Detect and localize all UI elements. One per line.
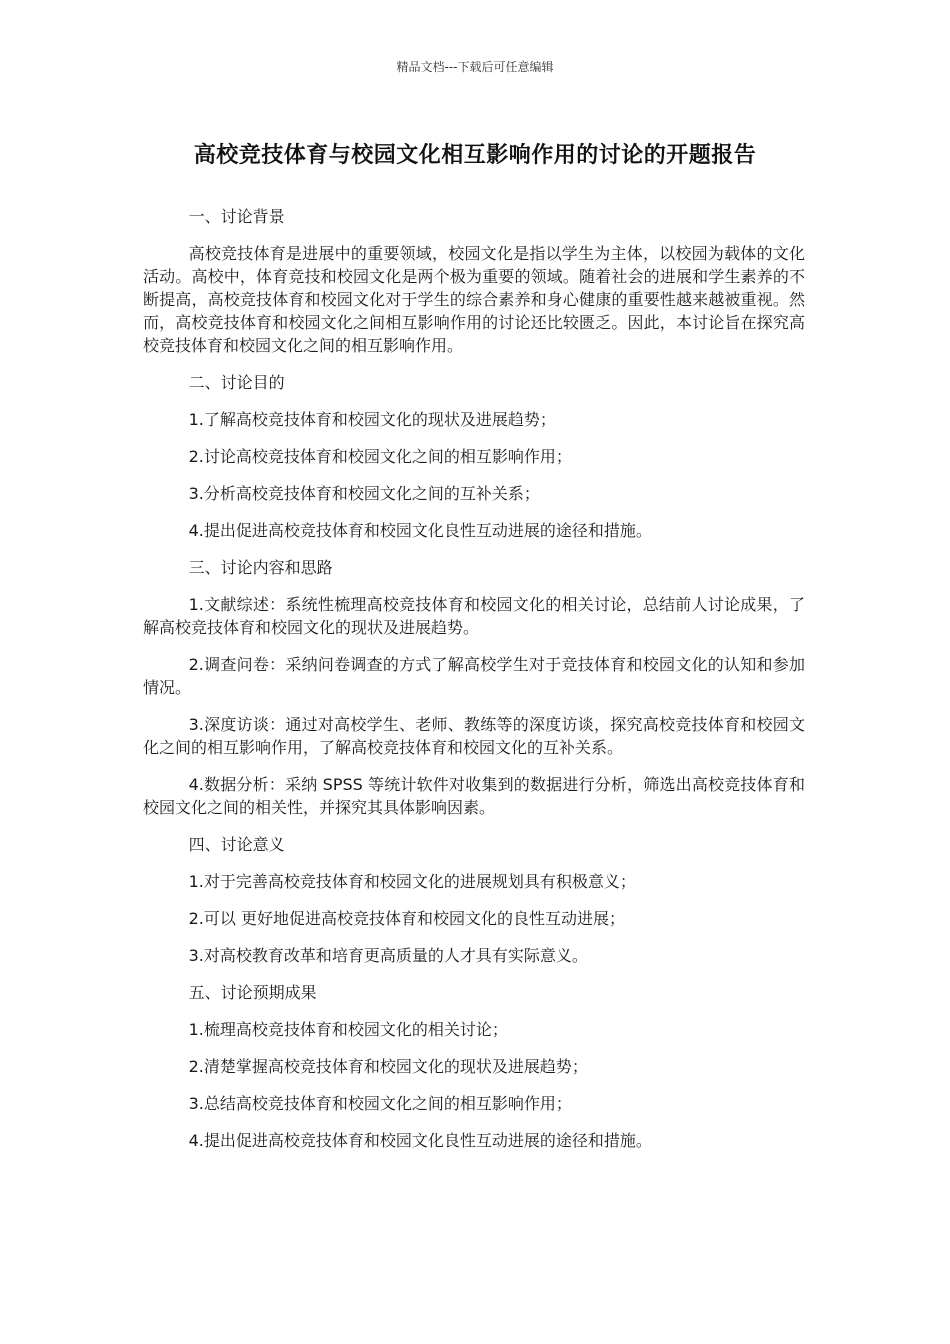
section-heading-significance: 四、讨论意义 [188,835,285,854]
header-note: 精品文档---下载后可任意编辑 [396,60,554,74]
list-item-significance-1: 1.对于完善高校竞技体育和校园文化的进展规划具有积极意义； [188,872,636,891]
list-item-content-4: 4.数据分析：采纳 SPSS 等统计软件对收集到的数据进行分析，筛选出高校竞技体育和校园文化之间的相关性，并探究其具体影响因素。 [143,775,805,817]
list-item-content-1: 1.文献综述：系统性梳理高校竞技体育和校园文化的相关讨论，总结前人讨论成果，了解高校竞技体育和校园文化的现状及进展趋势。 [143,595,805,637]
list-item-outcomes-2: 2.清楚掌握高校竞技体育和校园文化的现状及进展趋势； [188,1057,588,1076]
section-heading-content: 三、讨论内容和思路 [188,558,333,577]
list-item-purpose-2: 2.讨论高校竞技体育和校园文化之间的相互影响作用； [188,447,572,466]
list-item-significance-3: 3.对高校教育改革和培育更高质量的人才具有实际意义。 [188,946,588,965]
section-heading-background: 一、讨论背景 [188,207,285,226]
section-heading-outcomes: 五、讨论预期成果 [188,983,317,1002]
section-heading-purpose: 二、讨论目的 [188,373,285,392]
list-item-purpose-4: 4.提出促进高校竞技体育和校园文化良性互动进展的途径和措施。 [188,521,652,540]
list-item-purpose-1: 1.了解高校竞技体育和校园文化的现状及进展趋势； [188,410,556,429]
paragraph-background: 高校竞技体育是进展中的重要领域，校园文化是指以学生为主体，以校园为载体的文化活动。高校中，体育竞技和校园文化是两个极为重要的领域。随着社会的进展和学生素养的不断提高，高校竞技体育和校园文化对于学生的综合素养和身心健康的重要性越来越被重视。然而，高校竞技体育和校园文化之间相互影响作用的讨论还比较匮乏。因此，本讨论旨在探究高校竞技体育和校园文化之间的相互影响作用。 [143,244,805,355]
document-body [143,205,805,1166]
list-item-outcomes-1: 1.梳理高校竞技体育和校园文化的相关讨论； [188,1020,508,1039]
list-item-outcomes-4: 4.提出促进高校竞技体育和校园文化良性互动进展的途径和措施。 [188,1131,652,1150]
list-item-content-3: 3.深度访谈：通过对高校学生、老师、教练等的深度访谈，探究高校竞技体育和校园文化之间的相互影响作用，了解高校竞技体育和校园文化的互补关系。 [143,715,805,757]
document-title: 高校竞技体育与校园文化相互影响作用的讨论的开题报告 [193,143,757,168]
list-item-outcomes-3: 3.总结高校竞技体育和校园文化之间的相互影响作用； [188,1094,572,1113]
list-item-content-2: 2.调查问卷：采纳问卷调查的方式了解高校学生对于竞技体育和校园文化的认知和参加情况。 [143,655,805,697]
list-item-significance-2: 2.可以 更好地促进高校竞技体育和校园文化的良性互动进展； [188,909,625,928]
list-item-purpose-3: 3.分析高校竞技体育和校园文化之间的互补关系； [188,484,540,503]
